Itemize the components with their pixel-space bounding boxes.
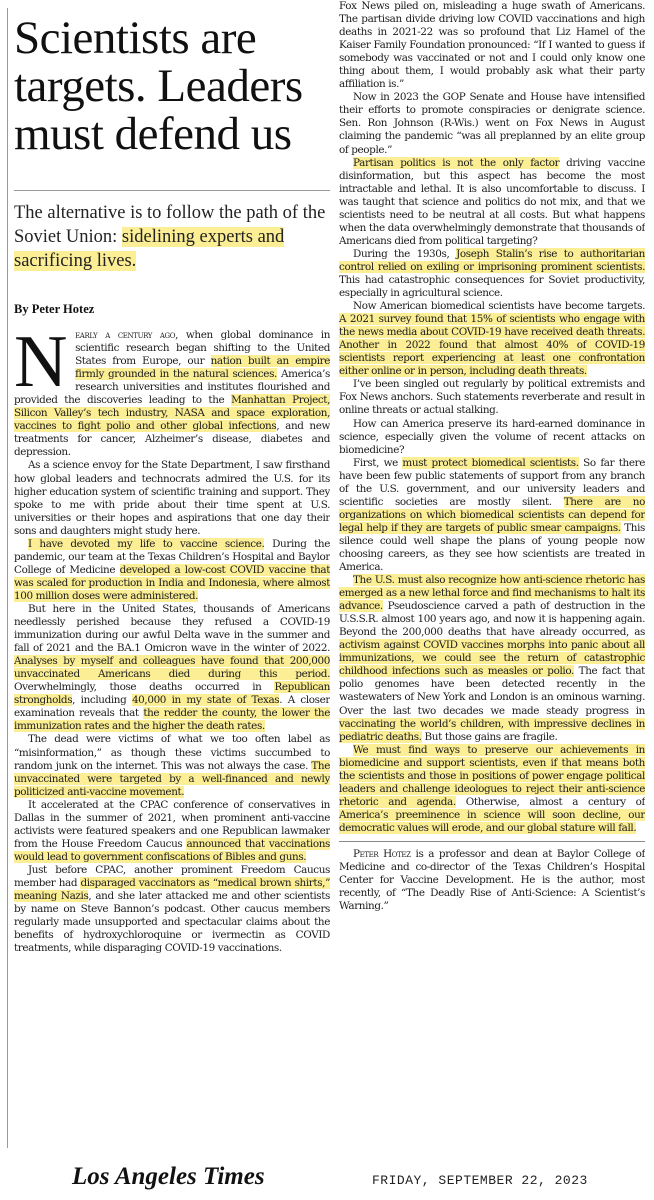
paragraph: As a science envoy for the State Department, I saw firsthand how global leaders and technocrats admired the U.S. for its higher education system of scientific training and support. They spoke to me with pride about their time spent at U.S. universities or their hopes and aspirations that one day their sons and daughters might study here. (14, 459, 330, 537)
left-body (14, 321, 330, 955)
paragraph: Now in 2023 the GOP Senate and House have intensified their efforts to promote conspiracies or denigrate science. Sen. Ron Johnson (R-Wis.) went on Fox News in August claiming the pandemic “was all preplanned by an elite group of people.” (339, 91, 645, 156)
paragraph: It accelerated at the CPAC conference of conservatives in Dallas in the summer of 2021, when prominent anti-vaccine activists were featured speakers and one Republican lawmaker from the House Freedom Caucus announced that vaccinations would lead to government confiscations of Bibles and guns. (14, 798, 330, 863)
paragraph: Just before CPAC, another prominent Freedom Caucus member had disparaged vaccinators as “medical brown shirts,” meaning Nazis, and she later attacked me and other scientists by name on Steve Bannon’s podcast. Other caucus members regularly made unsupported and spectacular claims about the benefits of hydroxychloroquine or ivermectin as COVID treatments, while disparaging COVID-19 vaccinations. (14, 863, 330, 955)
paragraph: Fox News piled on, misleading a huge swath of Americans. The partisan divide driving low COVID vaccinations and high deaths in 2021-22 was so profound that Liz Hamel of the Kaiser Family Foundation pronounced: “If I wanted to guess if somebody was vaccinated or not and I could only know one thing about them, I would probably ask what their party affiliation is.” (339, 0, 645, 91)
paragraph: But here in the United States, thousands of Americans needlessly perished because they refused a COVID-19 immunization during our awful Delta wave in the summer and fall of 2021 and the BA.1 Omicron wave in the winter of 2022. Analyses by myself and colleagues have found that 200,000 unvaccinated Americans died during this period. Overwhelmingly, those deaths occurred in Republican strongholds, including 40,000 in my state of Texas. A closer examination reveals that the redder the county, the lower the immunization rates and the higher the death rates. (14, 602, 330, 733)
lead-paragraph: Nearly a century ago, when global dominance in scientific research began shifting to the United States from Europe, our nation built an empire firmly grounded in the natural sciences. America’s research universities and institutes flourished and provided the discoveries leading to the Manhattan Project, Silicon Valley’s tech industry, NASA and space exploration, vaccines to fight polio and other global infections, and new treatments for cancer, Alzheimer’s disease, diabetes and depression. (14, 321, 330, 459)
headline: Scientists are targets. Leaders must defend us (14, 12, 303, 160)
paragraph: I have devoted my life to vaccine science. During the pandemic, our team at the Texas Children’s Hospital and Baylor College of Medicine developed a low-cost COVID vaccine that was scaled for production in India and Indonesia, where almost 100 million doses were administered. (14, 537, 330, 602)
left-column (14, 4, 330, 1154)
paragraph: Now American biomedical scientists have become targets. A 2021 survey found that 15% of scientists who engage with the news media about COVID-19 have received death threats. Another in 2022 found that almost 40% of COVID-19 scientists report experiencing at least one confrontation either online or in person, including death threats. (339, 300, 645, 378)
paragraph: First, we must protect biomedical scientists. So far there have been few public statements of support from any branch of the U.S. government, and our university leaders and scientific societies are mostly silent. There are no organizations on which biomedical scientists can depend for legal help if they are targets of public smear campaigns. This silence could well shape the plans of young people now choosing careers, as they see how scientists are treated in America. (339, 456, 645, 574)
bio-divider (339, 841, 645, 842)
byline: By Peter Hotez (14, 302, 95, 316)
deck (14, 201, 330, 273)
paragraph: I’ve been singled out regularly by political extremists and Fox News anchors. Such statements reverberate and result in online threats or actual stalking. (339, 378, 645, 417)
right-body (339, 0, 645, 913)
deck-highlight: sidelining experts and sacrificing lives. (14, 227, 285, 271)
paragraph: The U.S. must also recognize how anti-science rhetoric has emerged as a new lethal force and find mechanisms to halt its advance. Pseudoscience carved a path of destruction in the U.S.S.R. almost 100 years ago, and now it is happening again. Beyond the 200,000 deaths that have already occurred, as activism against COVID vaccines morphs into panic about all immunizations, we could see the return of catastrophic childhood infections such as measles or polio. The fact that polio genomes have been detected recently in the wastewaters of New York and London is an ominous warning. Over the last two decades we made steady progress in vaccinating the world’s children, with impressive declines in pediatric deaths. But those gains are fragile. (339, 574, 645, 743)
dateline: FRIDAY, SEPTEMBER 22, 2023 (372, 1173, 588, 1188)
paragraph: How can America preserve its hard-earned dominance in science, especially given the volume of recent attacks on biomedicine? (339, 417, 645, 456)
paragraph: We must find ways to preserve our achievements in biomedicine and support scientists, even if that means both the scientists and those in positions of power engage political leaders and challenge ideologues to reject their anti-science rhetoric and agenda. Otherwise, almost a century of America’s preeminence in science will soon decline, our democratic values will erode, and our global stature will fall. (339, 743, 645, 834)
deck-text: The alternative is to follow the path of the Soviet Union: (14, 203, 326, 247)
masthead-logo: Los Angeles Times (72, 1163, 265, 1190)
paragraph: The dead were victims of what we too often label as “misinformation,” as though these victims succumbed to random junk on the internet. This was not always the case. The unvaccinated were targeted by a well-financed and newly politicized anti-vaccine movement. (14, 733, 330, 798)
paragraph: During the 1930s, Joseph Stalin’s rise to authoritarian control relied on exiling or imprisoning prominent scientists. This had catastrophic consequences for Soviet productivity, especially in agricultural science. (339, 247, 645, 300)
drop-cap: N (14, 321, 68, 403)
left-column-rule (7, 8, 8, 1148)
author-bio: Peter Hotez is a professor and dean at Baylor College of Medicine and co-director of the Texas Children’s Hospital Center for Vaccine Development. He is the author, most recently, of “The Deadly Rise of Anti-Science: A Scientist’s Warning.” (339, 848, 645, 912)
right-column (339, 0, 645, 1150)
headline-divider (14, 190, 330, 191)
page-footer (0, 1155, 654, 1200)
paragraph: Partisan politics is not the only factor driving vaccine disinformation, but this aspect has become the most intractable and lethal. It is also uncomfortable to discuss. I was taught that science and politics do not mix, and that we scientists need to be neutral at all costs. But what happens when the data overwhelmingly demonstrate that thousands of Americans died from political targeting? (339, 156, 645, 247)
